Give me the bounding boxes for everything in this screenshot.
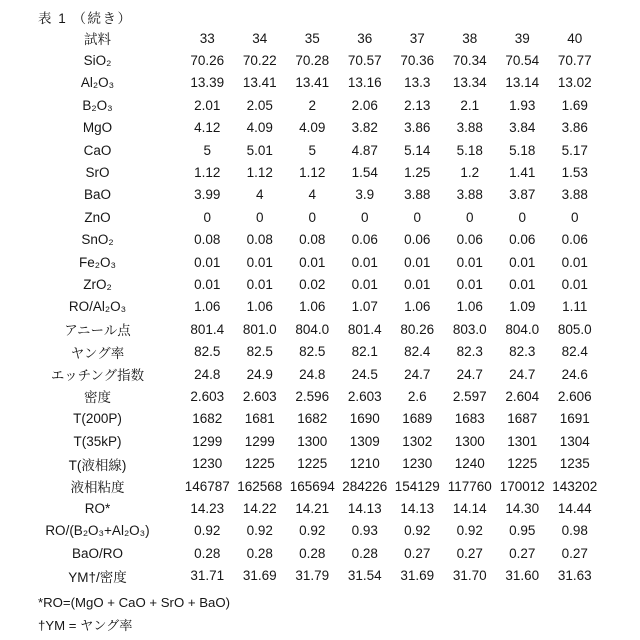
- cell-value: 3.88: [456, 120, 483, 136]
- cell-value: 70.26: [190, 53, 225, 69]
- cell-value: 2.603: [190, 388, 225, 404]
- cell-value: 5.18: [509, 142, 536, 158]
- cell-value: 0.01: [456, 276, 483, 292]
- cell-value: 2.01: [194, 97, 221, 113]
- row-label: B₂O₃: [82, 97, 113, 113]
- cell-value: 13.02: [557, 75, 592, 91]
- cell-value: 1.12: [299, 165, 326, 181]
- cell-value: 1225: [244, 456, 275, 472]
- cell-value: 1.06: [194, 299, 221, 315]
- cell-value: 1.93: [509, 97, 536, 113]
- cell-value: 1.2: [460, 165, 480, 181]
- cell-value: 0: [465, 209, 474, 225]
- footnote-ym-definition: †YM = ヤング率: [38, 617, 133, 633]
- cell-value: 170012: [499, 478, 545, 494]
- cell-value: 0.08: [246, 232, 273, 248]
- cell-value: 3.99: [194, 187, 221, 203]
- row-label: CaO: [83, 142, 112, 158]
- cell-value: 13.41: [242, 75, 277, 91]
- row-label: SrO: [85, 165, 110, 181]
- cell-value: 1.54: [351, 165, 378, 181]
- cell-value: 2.05: [246, 97, 273, 113]
- cell-value: 34: [252, 30, 268, 46]
- table-header-row: [14, 27, 601, 49]
- cell-value: 0.28: [246, 545, 273, 561]
- cell-value: 1.11: [562, 299, 588, 315]
- cell-value: 1301: [507, 433, 538, 449]
- cell-value: 0.28: [299, 545, 326, 561]
- row-label: ZnO: [84, 209, 111, 225]
- cell-value: 1.25: [404, 165, 431, 181]
- cell-value: 24.9: [246, 366, 273, 382]
- table-row: [14, 251, 601, 273]
- cell-value: 82.3: [509, 344, 536, 360]
- cell-value: 1.12: [246, 165, 273, 181]
- cell-value: 0.06: [456, 232, 483, 248]
- cell-value: 31.63: [557, 568, 592, 584]
- cell-value: 0.28: [351, 545, 378, 561]
- cell-value: 0.93: [351, 523, 378, 539]
- cell-value: 1300: [454, 433, 485, 449]
- cell-value: 37: [409, 30, 425, 46]
- cell-value: 0.01: [351, 254, 378, 270]
- cell-value: 1.06: [246, 299, 273, 315]
- cell-value: 24.7: [456, 366, 483, 382]
- cell-value: 36: [357, 30, 373, 46]
- row-label: RO/(B₂O₃+Al₂O₃): [45, 523, 150, 539]
- cell-value: 0.92: [246, 523, 273, 539]
- cell-value: 0.08: [194, 232, 221, 248]
- cell-value: 5: [203, 142, 211, 158]
- row-label: Fe₂O₃: [79, 254, 116, 270]
- row-label: T(液相線): [68, 457, 127, 473]
- cell-value: 3.84: [509, 120, 536, 136]
- cell-value: 0.28: [194, 545, 221, 561]
- cell-value: 1.53: [561, 165, 588, 181]
- cell-value: 0.01: [404, 276, 431, 292]
- table-row: [14, 184, 601, 206]
- cell-value: 0.06: [509, 232, 536, 248]
- cell-value: 2.603: [242, 388, 277, 404]
- cell-value: 82.5: [194, 344, 221, 360]
- cell-value: 24.6: [561, 366, 588, 382]
- cell-value: 0: [203, 209, 211, 225]
- table-row: [14, 475, 601, 497]
- cell-value: 2.596: [295, 388, 330, 404]
- cell-value: 70.36: [400, 53, 435, 69]
- row-label: エッチング指数: [50, 368, 145, 384]
- cell-value: 31.69: [400, 568, 435, 584]
- cell-value: 143202: [552, 478, 598, 494]
- row-label: T(35kP): [73, 433, 122, 449]
- cell-value: 0.27: [404, 545, 431, 561]
- cell-value: 0.27: [456, 545, 483, 561]
- cell-value: 2: [308, 97, 316, 113]
- cell-value: 3.88: [561, 187, 588, 203]
- cell-value: 24.5: [351, 366, 378, 382]
- cell-value: 1299: [244, 433, 275, 449]
- cell-value: 14.44: [557, 500, 592, 516]
- cell-value: 13.39: [190, 75, 225, 91]
- cell-value: 0: [360, 209, 369, 225]
- cell-value: 805.0: [557, 321, 592, 337]
- cell-value: 31.54: [347, 568, 382, 584]
- cell-value: 1304: [559, 433, 590, 449]
- cell-value: 4: [308, 187, 316, 203]
- cell-value: 1681: [244, 411, 275, 427]
- cell-value: 13.41: [295, 75, 330, 91]
- cell-value: 1689: [402, 411, 433, 427]
- cell-value: 1683: [454, 411, 485, 427]
- cell-value: 2.606: [557, 388, 592, 404]
- cell-value: 1682: [192, 411, 223, 427]
- cell-value: 4.09: [246, 120, 273, 136]
- cell-value: 5: [308, 142, 316, 158]
- cell-value: 0.06: [351, 232, 378, 248]
- cell-value: 1230: [192, 456, 223, 472]
- footnote-ro-definition: *RO=(MgO + CaO + SrO + BaO): [38, 595, 231, 610]
- cell-value: 82.5: [299, 344, 326, 360]
- cell-value: 31.70: [452, 568, 487, 584]
- cell-value: 0: [570, 209, 579, 225]
- cell-value: 70.34: [452, 53, 487, 69]
- cell-value: 0.01: [351, 276, 378, 292]
- table-row: [14, 296, 601, 318]
- cell-value: 14.14: [452, 500, 487, 516]
- cell-value: 13.14: [505, 75, 540, 91]
- cell-value: 117760: [447, 478, 492, 494]
- cell-value: 5.17: [561, 142, 588, 158]
- cell-value: 13.16: [347, 75, 382, 91]
- table-title: 表 1 （続き）: [38, 11, 133, 26]
- row-label: 密度: [84, 390, 111, 406]
- table-row: [14, 385, 601, 407]
- cell-value: 0.01: [561, 276, 588, 292]
- table-row: [14, 564, 601, 586]
- cell-value: 24.7: [509, 366, 536, 382]
- cell-value: 2.1: [460, 97, 480, 113]
- cell-value: 4.12: [194, 120, 221, 136]
- table-row: [14, 161, 601, 183]
- composition-table: [14, 27, 601, 587]
- cell-value: 0.27: [509, 545, 536, 561]
- cell-value: 0: [518, 209, 526, 225]
- cell-value: 1690: [349, 411, 380, 427]
- cell-value: 1691: [559, 411, 590, 427]
- cell-value: 3.87: [509, 187, 536, 203]
- cell-value: 4.87: [351, 142, 378, 158]
- cell-value: 0.92: [194, 523, 221, 539]
- cell-value: 3.88: [404, 187, 431, 203]
- cell-value: 0: [413, 209, 421, 225]
- cell-value: 70.22: [242, 53, 277, 69]
- table-row: [14, 206, 601, 228]
- cell-value: 70.57: [347, 53, 382, 69]
- cell-value: 3.88: [456, 187, 483, 203]
- table-row: [14, 408, 601, 430]
- cell-value: 154129: [394, 478, 440, 494]
- cell-value: 0.08: [299, 232, 326, 248]
- row-label: SnO₂: [81, 232, 114, 248]
- cell-value: 0.06: [404, 232, 431, 248]
- cell-value: 38: [462, 30, 478, 46]
- table-row: [14, 229, 601, 251]
- cell-value: 0.27: [561, 545, 588, 561]
- cell-value: 0.01: [509, 276, 536, 292]
- table-row: [14, 497, 601, 519]
- table-row: [14, 318, 601, 340]
- cell-value: 1.06: [299, 299, 326, 315]
- cell-value: 70.28: [295, 53, 330, 69]
- cell-value: 0.98: [561, 523, 588, 539]
- cell-value: 14.21: [295, 500, 330, 516]
- cell-value: 31.69: [242, 568, 277, 584]
- cell-value: 0.02: [299, 276, 326, 292]
- cell-value: 0: [255, 209, 264, 225]
- cell-value: 5.01: [246, 142, 273, 158]
- cell-value: 284226: [342, 478, 388, 494]
- cell-value: 801.0: [242, 321, 277, 337]
- cell-value: 39: [514, 30, 530, 46]
- cell-value: 82.5: [246, 344, 273, 360]
- cell-value: 804.0: [295, 321, 330, 337]
- row-label: 試料: [84, 32, 111, 48]
- cell-value: 3.86: [561, 120, 588, 136]
- table-row: [14, 363, 601, 385]
- row-label: ヤング率: [70, 345, 125, 361]
- cell-value: 80.26: [400, 321, 435, 337]
- table-row: [14, 452, 601, 474]
- table-row: [14, 117, 601, 139]
- cell-value: 31.60: [505, 568, 540, 584]
- cell-value: 24.8: [299, 366, 326, 382]
- row-label: SiO₂: [83, 53, 112, 69]
- cell-value: 804.0: [505, 321, 540, 337]
- cell-value: 24.7: [404, 366, 431, 382]
- cell-value: 1210: [349, 456, 380, 472]
- cell-value: 70.54: [505, 53, 540, 69]
- row-label: MgO: [82, 120, 113, 136]
- row-label: 液相粘度: [70, 480, 125, 495]
- cell-value: 1682: [297, 411, 328, 427]
- cell-value: 31.71: [190, 568, 225, 584]
- cell-value: 2.604: [505, 388, 540, 404]
- row-label: BaO/RO: [71, 545, 123, 561]
- cell-value: 31.79: [295, 568, 330, 584]
- cell-value: 146787: [184, 478, 230, 494]
- cell-value: 1302: [402, 433, 433, 449]
- cell-value: 2.597: [452, 388, 487, 404]
- cell-value: 40: [567, 30, 583, 46]
- row-label: アニール点: [64, 323, 131, 339]
- cell-value: 5.18: [456, 142, 483, 158]
- cell-value: 801.4: [347, 321, 382, 337]
- cell-value: 1.69: [561, 97, 588, 113]
- footnotes: [38, 592, 230, 637]
- cell-value: 3.9: [355, 187, 375, 203]
- table-row: [14, 430, 601, 452]
- cell-value: 1.06: [456, 299, 483, 315]
- cell-value: 1.07: [351, 299, 378, 315]
- cell-value: 2.06: [351, 97, 378, 113]
- cell-value: 1.09: [509, 299, 536, 315]
- row-label: RO*: [84, 500, 111, 516]
- cell-value: 0.92: [456, 523, 483, 539]
- cell-value: 35: [304, 30, 320, 46]
- cell-value: 24.8: [194, 366, 221, 382]
- cell-value: 1.06: [404, 299, 431, 315]
- cell-value: 0.01: [561, 254, 588, 270]
- cell-value: 13.34: [452, 75, 487, 91]
- table-row: [14, 273, 601, 295]
- cell-value: 2.603: [347, 388, 382, 404]
- cell-value: 14.23: [190, 500, 225, 516]
- cell-value: 14.13: [347, 500, 382, 516]
- cell-value: 0.92: [404, 523, 431, 539]
- cell-value: 0.95: [509, 523, 536, 539]
- cell-value: 0.01: [509, 254, 536, 270]
- cell-value: 5.14: [404, 142, 431, 158]
- row-label: YM†/密度: [68, 569, 127, 585]
- cell-value: 801.4: [190, 321, 225, 337]
- cell-value: 82.1: [351, 344, 378, 360]
- cell-value: 14.13: [400, 500, 435, 516]
- cell-value: 0.01: [404, 254, 431, 270]
- cell-value: 1309: [349, 433, 380, 449]
- cell-value: 803.0: [452, 321, 487, 337]
- cell-value: 82.4: [561, 344, 588, 360]
- cell-value: 82.3: [456, 344, 483, 360]
- table-row: [14, 72, 601, 94]
- cell-value: 1.41: [509, 165, 536, 181]
- cell-value: 1.12: [194, 165, 221, 181]
- cell-value: 1299: [192, 433, 223, 449]
- cell-value: 70.77: [557, 53, 592, 69]
- cell-value: 165694: [289, 478, 335, 494]
- cell-value: 14.22: [242, 500, 277, 516]
- row-label: BaO: [83, 187, 111, 203]
- cell-value: 4: [255, 187, 264, 203]
- cell-value: 1235: [559, 456, 590, 472]
- cell-value: 1225: [297, 456, 328, 472]
- cell-value: 0: [308, 209, 316, 225]
- cell-value: 0.01: [194, 276, 221, 292]
- cell-value: 1230: [402, 456, 433, 472]
- table-row: [14, 94, 601, 116]
- cell-value: 13.3: [404, 75, 431, 91]
- cell-value: 162568: [237, 478, 283, 494]
- row-label: RO/Al₂O₃: [68, 299, 127, 315]
- cell-value: 0.01: [194, 254, 221, 270]
- cell-value: 2.6: [407, 388, 427, 404]
- row-label: ZrO₂: [83, 276, 112, 292]
- table-row: [14, 542, 601, 564]
- cell-value: 0.01: [299, 254, 326, 270]
- table-row: [14, 340, 601, 362]
- table-row: [14, 49, 601, 71]
- cell-value: 33: [199, 30, 215, 46]
- cell-value: 2.13: [404, 97, 431, 113]
- cell-value: 82.4: [404, 344, 431, 360]
- cell-value: 0.01: [246, 254, 273, 270]
- cell-value: 14.30: [505, 500, 540, 516]
- cell-value: 3.82: [351, 120, 378, 136]
- cell-value: 1687: [507, 411, 538, 427]
- table-row: [14, 520, 601, 542]
- cell-value: 3.86: [404, 120, 431, 136]
- cell-value: 0.01: [246, 276, 273, 292]
- row-label: T(200P): [73, 411, 122, 427]
- cell-value: 0.06: [561, 232, 588, 248]
- cell-value: 0.01: [456, 254, 483, 270]
- cell-value: 4.09: [299, 120, 326, 136]
- row-label: Al₂O₃: [80, 75, 115, 91]
- cell-value: 1300: [297, 433, 328, 449]
- composition-table-body: [14, 27, 601, 587]
- cell-value: 1225: [507, 456, 538, 472]
- table-row: [14, 139, 601, 161]
- cell-value: 0.92: [299, 523, 326, 539]
- cell-value: 1240: [454, 456, 485, 472]
